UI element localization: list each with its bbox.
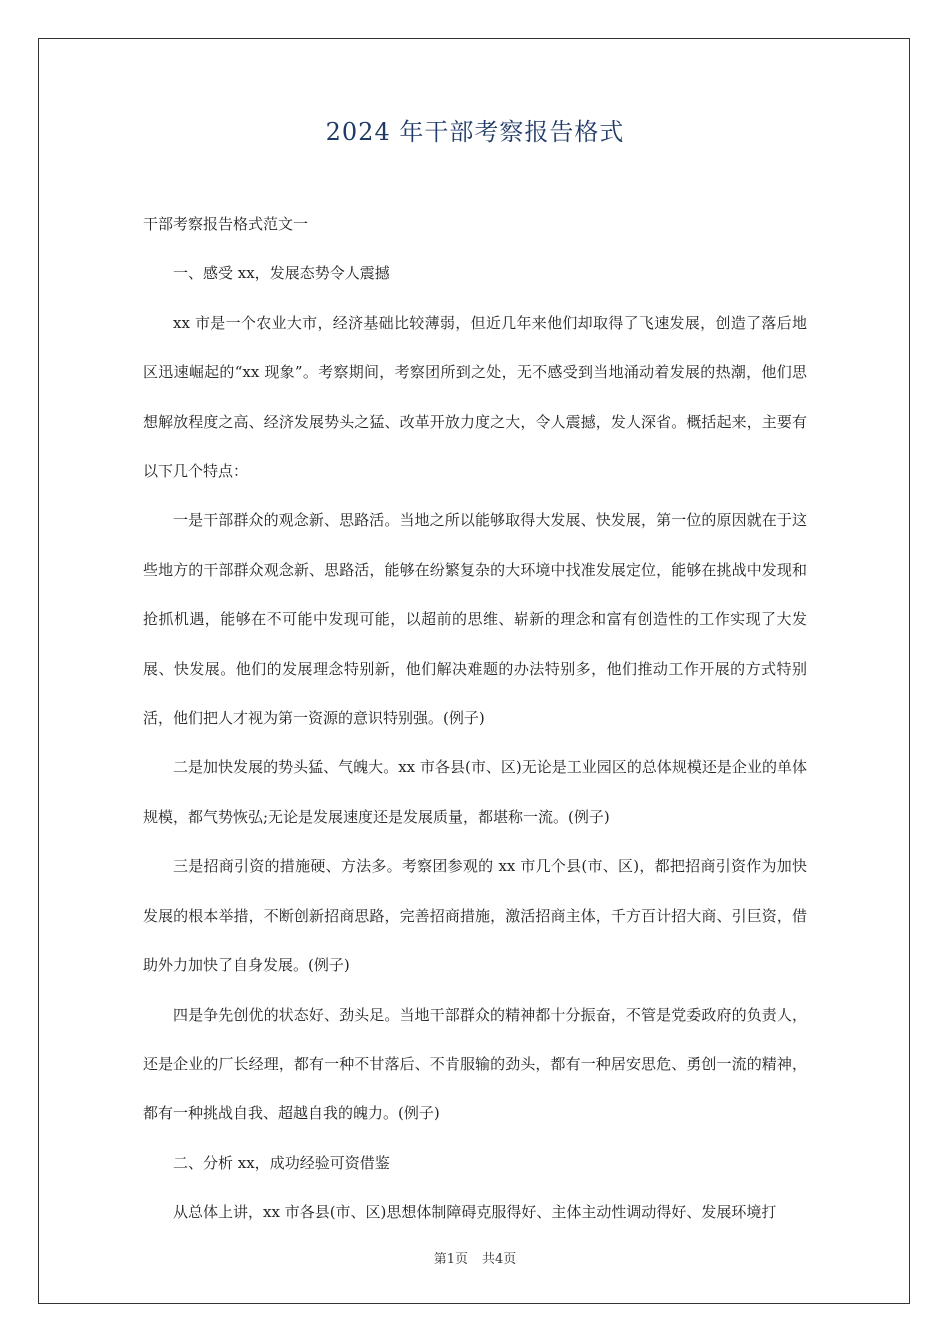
body-paragraph: xx 市是一个农业大市，经济基础比较薄弱，但近几年来他们却取得了飞速发展，创造了落后地区迅速崛起的“xx 现象”。考察期间，考察团所到之处，无不感受到当地涌动着发展的热潮，他们思想解放程度之高、经济发展势头之猛、改革开放力度之大，令人震撼，发人深省。概括起来，主要有以下几个特点： (143, 313, 807, 481)
document-title: 2024 年干部考察报告格式 (325, 118, 625, 146)
body-paragraph: 四是争先创优的状态好、劲头足。当地干部群众的精神都十分振奋，不管是党委政府的负责人，还是企业的厂长经理，都有一种不甘落后、不肯服输的劲头，都有一种居安思危、勇创一流的精神，都有一种挑战自我、超越自我的魄力。(例子) (143, 1005, 807, 1123)
body-paragraph: 二是加快发展的势头猛、气魄大。xx 市各县(市、区)无论是工业园区的总体规模还是企业的单体规模，都气势恢弘;无论是发展速度还是发展质量，都堪称一流。(例子) (143, 758, 807, 826)
document-body (143, 200, 807, 1238)
section-subtitle: 干部考察报告格式范文一 (143, 215, 309, 233)
body-paragraph: 从总体上讲，xx 市各县(市、区)思想体制障碍克服得好、主体主动性调动得好、发展环境打 (173, 1203, 777, 1222)
body-paragraph: 一是干部群众的观念新、思路活。当地之所以能够取得大发展、快发展，第一位的原因就在于这些地方的干部群众观念新、思路活，能够在纷繁复杂的大环境中找准发展定位，能够在挑战中发现和抢抓机遇，能够在不可能中发现可能，以超前的思维、崭新的理念和富有创造性的工作实现了大发展、快发展。他们的发展理念特别新，他们解决难题的办法特别多，他们推动工作开展的方式特别活，他们把人才视为第一资源的意识特别强。(例子) (143, 511, 807, 728)
page-total: 共4页 (482, 1252, 517, 1267)
page-number: 第1页 (433, 1252, 468, 1267)
page-footer (0, 1248, 950, 1267)
body-paragraph: 三是招商引资的措施硬、方法多。考察团参观的 xx 市几个县(市、区)，都把招商引资作为加快发展的根本举措，不断创新招商思路，完善招商措施，激活招商主体，千方百计招大商、引巨资，借助外力加快了自身发展。(例子) (143, 857, 807, 975)
section-heading-2: 二、分析 xx，成功经验可资借鉴 (173, 1153, 390, 1172)
section-heading-1: 一、感受 xx，发展态势令人震撼 (173, 264, 390, 283)
